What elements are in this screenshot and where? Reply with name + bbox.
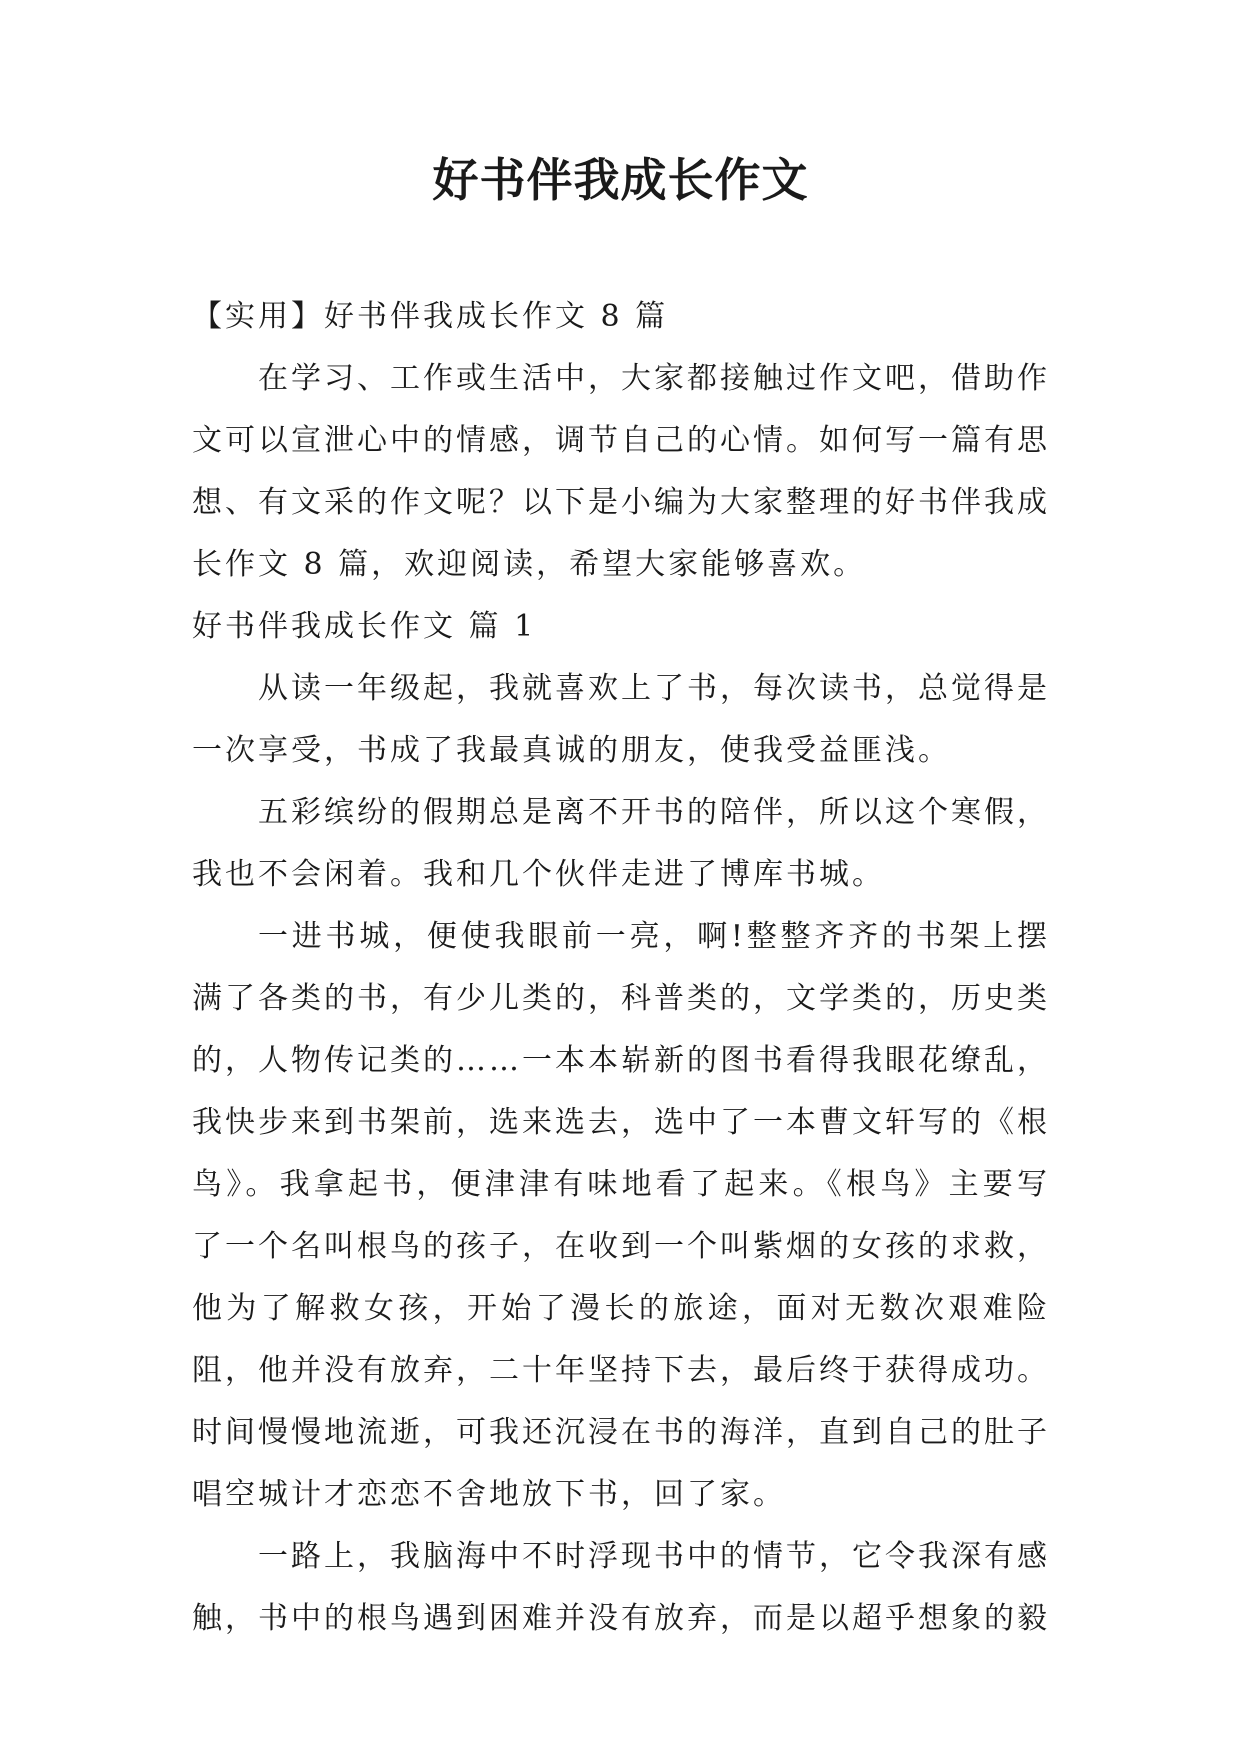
intro-paragraph: 在学习、工作或生活中，大家都接触过作文吧，借助作文可以宣泄心中的情感，调节自己的心情。如何写一篇有思想、有文采的作文呢？以下是小编为大家整理的好书伴我成长作文 8 篇，欢迎阅读，希望大家能够喜欢。 — [192, 361, 1050, 582]
section-heading: 好书伴我成长作文 篇 1 — [192, 609, 537, 644]
body-paragraph: 从读一年级起，我就喜欢上了书，每次读书，总觉得是一次享受，书成了我最真诚的朋友，使我受益匪浅。 — [192, 671, 1050, 768]
body-paragraph: 一进书城，便使我眼前一亮，啊!整整齐齐的书架上摆满了各类的书，有少儿类的，科普类的，文学类的，历史类的，人物传记类的……一本本崭新的图书看得我眼花缭乱，我快步来到书架前，选来选去，选中了一本曹文轩写的《根鸟》。我拿起书，便津津有味地看了起来。《根鸟》主要写了一个名叫根鸟的孩子，在收到一个叫紫烟的女孩的求救，他为了解救女孩，开始了漫长的旅途，面对无数次艰难险阻，他并没有放弃，二十年坚持下去，最后终于获得成功。时间慢慢地流逝，可我还沉浸在书的海洋，直到自己的肚子唱空城计才恋恋不舍地放下书，回了家。 — [192, 919, 1050, 1512]
document-subtitle: 【实用】好书伴我成长作文 8 篇 — [192, 299, 669, 334]
body-paragraph: 五彩缤纷的假期总是离不开书的陪伴，所以这个寒假，我也不会闲着。我和几个伙伴走进了博库书城。 — [192, 795, 1050, 892]
document-body — [192, 286, 1050, 1650]
body-paragraph: 一路上，我脑海中不时浮现书中的情节，它令我深有感触，书中的根鸟遇到困难并没有放弃，而是以超乎想象的毅 — [192, 1539, 1050, 1636]
document-title: 好书伴我成长作文 — [432, 153, 809, 207]
